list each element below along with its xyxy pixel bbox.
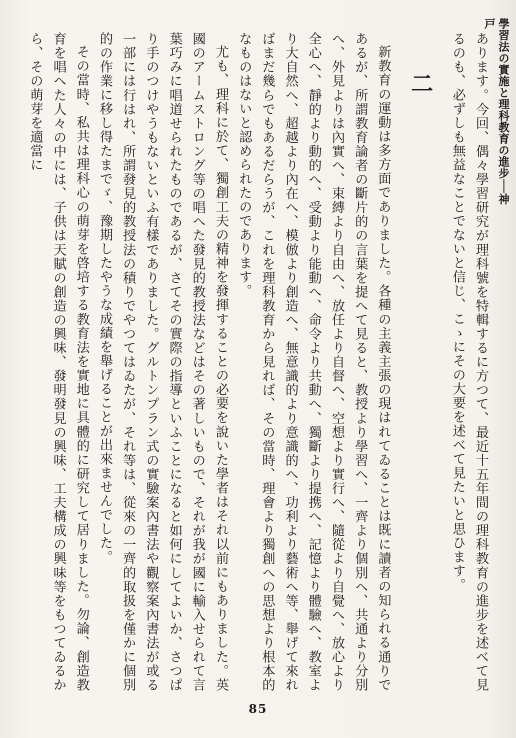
section-number: 二 — [407, 72, 434, 94]
body-text — [14, 32, 492, 692]
page-number: 85 — [248, 702, 268, 716]
paragraph: 尤も、理科に於て、獨創工夫の精神を發揮することの必要を說いた學者はそれ以前にもありました。英國のアームストロング等の唱へた發見的教授法などはその著しいもので、それが我が國に輸入せられて言葉巧みに唱道せられたものであるが、さてその實際の指導といふことになると如何にしてよいか、さつぱり手のつけやうもないといふ有樣でありました。グルトンプラン式の實驗案內書法や觀察案內書法が或る一部には行はれ、所謂發見的教授法の積りでやつてはゐたが、それ等は、從來の一齊的取扱を僅かに個別的の作業に移し得たまでゞ、豫期したやうな成績を舉げることが出來ませんでした。 — [96, 32, 228, 692]
paragraph: 新教育の運動は多方面でありました。各種の主義主張の現はれてゐることは既に讀者の知られる通りであるが、所謂教育論者の斷片的の言葉を提へて見ると、教授より學習へ、一齊より個別へ、共通より分別へ、外見よりは內實へ、束縛より自由へ、放任より自督へ、空想より實行へ、隨從より自覺へ、放心より全心へ、靜的より動的へ、受動より能動へ、命令より共動へ、獨斷より提携へ、記憶より體驗へ、教室より大自然へ、超越より內在へ、模倣より創造へ、無意識的より意識的へ、功利より藝術へ等、舉げて來ればまだ幾らでもあるだらうが、これを理科教育から見れば、その當時、理會より獨創への思想より根本的なものはないと認められたのであります。 — [236, 32, 391, 692]
paragraph-intro: あります。今回、偶々學習研究が理科號を特輯するに方つて、最近十五年間の理科教育の進步を述べて見るのも、必ずしも無益なことでないと信じ、こゝにその大要を述べて見たいと思ひます。 — [449, 32, 488, 692]
paragraph: その當時、私共は理科心の萌芽を啓培する教育法を實地に具體的に研究して居りました。勿論、創造教育を唱へた人々の中には、子供は天賦の創造の興味、發明發見の興味、工夫構成の興味等をもつてゐるから、その萌芽を適當に — [27, 32, 89, 692]
running-header: 學習法の實施と理科教育の進步──神戸 — [483, 18, 510, 205]
